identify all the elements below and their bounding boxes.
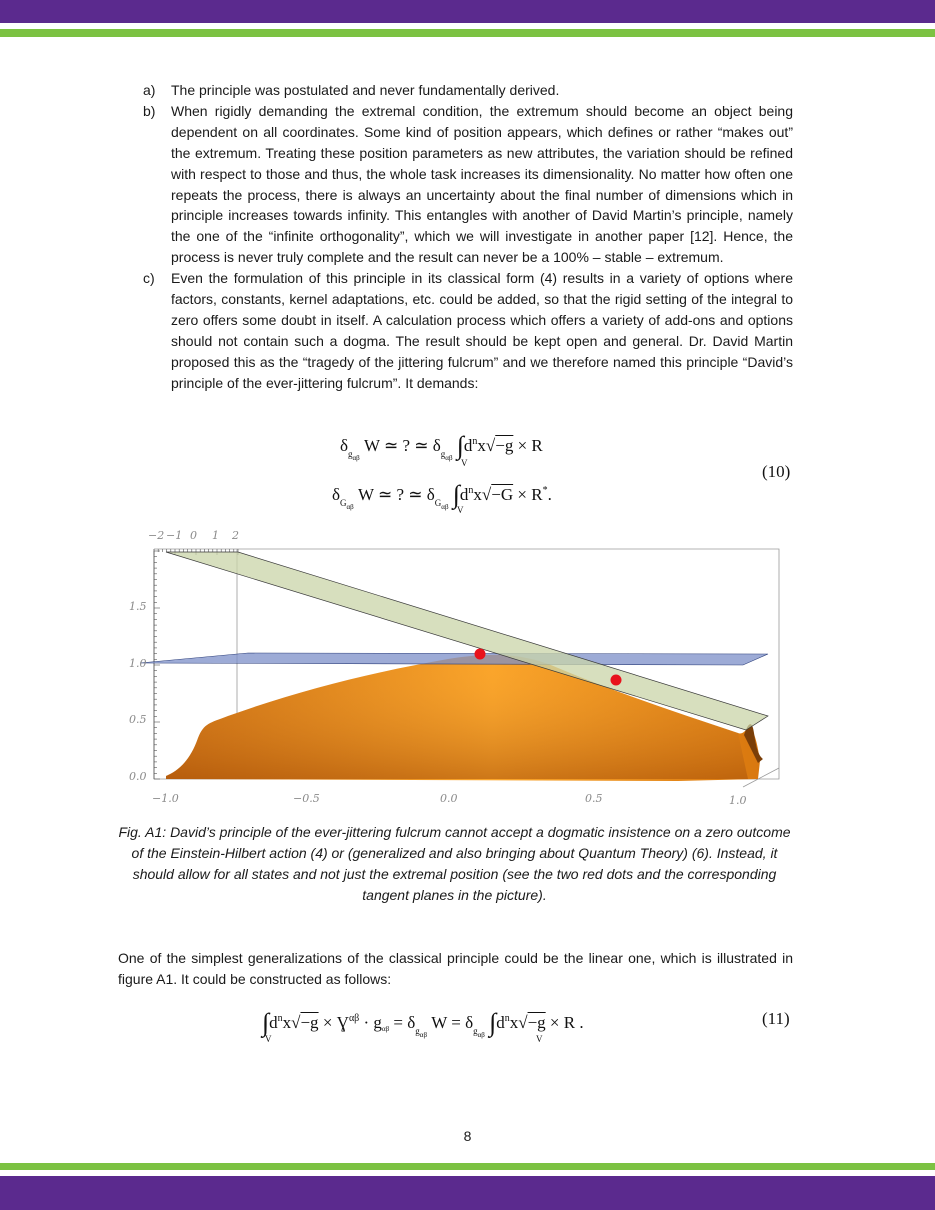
equation-number: (10) xyxy=(762,462,791,481)
top-tick-label: −2 xyxy=(148,529,165,542)
equation-11: $\int d^nx√-g$ × $Ɣ^{\alpha\beta} \cdot g\alpha\beta = \delta_{g_{\alpha\beta}}$ $W = \delta_{g_{\alpha\beta}}$ $\int d^nx√-g \times R$ . xyxy=(262,1008,584,1039)
list-item-text: When rigidly demanding the extremal condition, the extremum should become an object being dependent on all coordinates. Some kind of position appears, which defines or rather “makes out” the extremum. Treating these position parameters as new attributes, the variation should be refined with respect to those and thus, the whole task increases its dimensionality. No matter how often one repeats the process, there is always an uncertainty about the final number of dimensions which in principle increases towards infinity. This entangles with another of David Martin’s principle, namely the one of the “infinite orthogonality”, which we will investigate in another paper [12]. Hence, the process is never truly complete and the result can never be a 100% – stable – extremum. xyxy=(171,102,793,266)
objection-list xyxy=(143,80,793,394)
integral-limit: V xyxy=(265,1034,272,1044)
x-tick-label: −0.5 xyxy=(293,792,320,805)
top-tick-label: 1 xyxy=(212,529,219,542)
integral-sign: ∫ xyxy=(489,1008,497,1037)
equation-number: (11) xyxy=(762,1009,790,1028)
equation-10-line-1: $\delta_{g_{\alpha\beta}}$ W ≃ ? ≃ $\delta_{g_{\alpha\beta}}$ $\int d^nx√-g \times R$ xyxy=(340,431,543,462)
x-tick-label: −1.0 xyxy=(152,792,179,805)
x-tick-label: 0.5 xyxy=(585,792,603,805)
integral-sign: ∫ xyxy=(456,431,464,460)
equation-10-line-2: $\delta_{G_{\alpha\beta}}$ W ≃ ? ≃ $\delta_{G_{\alpha\beta}}$ $\int d^nx√-G \times R^*$. xyxy=(332,480,552,511)
z-tick-label: 0.5 xyxy=(129,713,147,726)
list-item xyxy=(143,101,793,268)
extremum-point xyxy=(475,649,486,660)
x-tick-label: 1.0 xyxy=(729,794,747,807)
figure-a1-plot xyxy=(118,523,791,810)
top-purple-band xyxy=(0,0,935,23)
top-green-band xyxy=(0,29,935,37)
list-marker: b) xyxy=(143,102,156,119)
x-tick-label: 0.0 xyxy=(440,792,458,805)
page-number: 8 xyxy=(463,1128,472,1144)
body-paragraph: One of the simplest generalizations of the classical principle could be the linear one, which is illustrated in figure A1. It could be constructed as follows: xyxy=(118,950,793,987)
horizontal-tangent-plane xyxy=(140,653,768,665)
integral-limit: V xyxy=(461,458,468,468)
list-marker: c) xyxy=(143,270,155,287)
list-marker: a) xyxy=(143,82,156,98)
bottom-purple-band xyxy=(0,1176,935,1210)
integral-sign: ∫ xyxy=(452,480,460,509)
list-item-text: Even the formulation of this principle in its classical form (4) results in a variety of options where factors, constants, kernel adaptations, etc. could be added, so that the rigid setting of the integral to zero offers some doubt in itself. A calculation process which offers a variety of add-ons and options should not contain such a dogma. The result should be kept open and general. Dr. David Martin proposed this as the “tragedy of the jittering fulcrum” and we therefore named this principle “David’s principle of the ever-jittering fulcrum”. It demands: xyxy=(171,270,793,391)
bottom-green-band xyxy=(0,1163,935,1170)
list-item xyxy=(143,268,793,393)
top-tick-label: 0 xyxy=(190,529,197,542)
z-tick-label: 1.0 xyxy=(129,657,147,670)
z-tick-label: 0.0 xyxy=(129,770,147,783)
list-item-text: The principle was postulated and never fundamentally derived. xyxy=(171,82,560,98)
non-extremal-point xyxy=(611,675,622,686)
figure-caption: Fig. A1: David’s principle of the ever-jittering fulcrum cannot accept a dogmatic insistence on a zero outcome of the Einstein-Hilbert action (4) or (generalized and also bringing about Quantum Theory) (6). Instead, it should allow for all states and not just the extremal position (see the two red dots and the corresponding tangent planes in the picture). xyxy=(118,824,791,903)
integral-sign: ∫ xyxy=(262,1008,270,1037)
list-item xyxy=(143,80,793,101)
integral-limit: V xyxy=(457,505,464,515)
z-tick-label: 1.5 xyxy=(129,600,147,613)
top-tick-label: 2 xyxy=(232,529,239,542)
integral-limit: V xyxy=(536,1034,543,1044)
top-tick-label: −1 xyxy=(166,529,183,542)
